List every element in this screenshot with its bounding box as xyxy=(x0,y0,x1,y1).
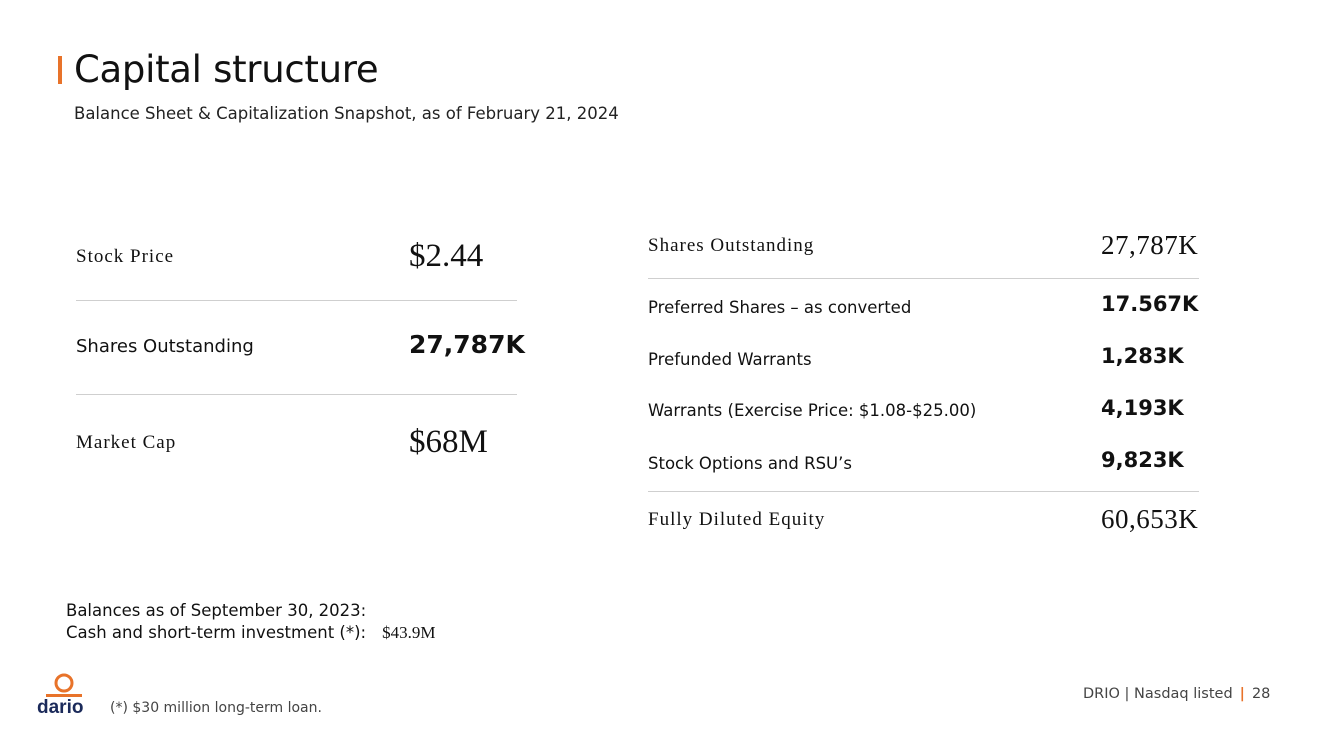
left-divider-1 xyxy=(76,300,517,301)
preferred-shares-value: 17.567K xyxy=(1101,292,1199,316)
footer-separator: | xyxy=(1239,686,1245,702)
page-number: 28 xyxy=(1251,686,1271,702)
shares-outstanding-label: Shares Outstanding xyxy=(76,336,254,357)
balances-date-note: Balances as of September 30, 2023: xyxy=(66,601,367,620)
cash-investment-label: Cash and short-term investment (*): xyxy=(66,623,367,642)
footer-listing xyxy=(1083,686,1270,702)
warrants-label: Warrants (Exercise Price: $1.08-$25.00) xyxy=(648,401,977,420)
market-cap-value: $68M xyxy=(409,424,488,460)
fully-diluted-equity-value: 60,653K xyxy=(1101,504,1199,534)
market-cap-label: Market Cap xyxy=(76,432,177,453)
right-shares-outstanding-label: Shares Outstanding xyxy=(648,235,815,256)
right-divider-bottom xyxy=(648,491,1199,492)
title-accent-bar xyxy=(58,56,62,84)
prefunded-warrants-label: Prefunded Warrants xyxy=(648,350,812,369)
logo-wordmark: dario xyxy=(37,697,84,718)
stock-options-value: 9,823K xyxy=(1101,448,1184,472)
cash-investment-value: $43.9M xyxy=(382,623,436,642)
shares-outstanding-value: 27,787K xyxy=(409,330,525,359)
stock-price-value: $2.44 xyxy=(409,238,484,274)
stock-options-label: Stock Options and RSU’s xyxy=(648,454,852,473)
right-divider-top xyxy=(648,278,1199,279)
right-shares-outstanding-value: 27,787K xyxy=(1101,230,1199,260)
preferred-shares-label: Preferred Shares – as converted xyxy=(648,298,912,317)
left-divider-2 xyxy=(76,394,517,395)
warrants-value: 4,193K xyxy=(1101,396,1184,420)
cash-investment-line xyxy=(66,622,436,644)
loan-footnote: (*) $30 million long-term loan. xyxy=(110,700,322,716)
stock-price-label: Stock Price xyxy=(76,246,175,267)
fully-diluted-equity-label: Fully Diluted Equity xyxy=(648,509,826,530)
listing-text: DRIO | Nasdaq listed xyxy=(1083,686,1233,702)
page-subtitle: Balance Sheet & Capitalization Snapshot, as of February 21, 2024 xyxy=(74,104,619,123)
page-title: Capital structure xyxy=(74,48,379,91)
prefunded-warrants-value: 1,283K xyxy=(1101,344,1184,368)
